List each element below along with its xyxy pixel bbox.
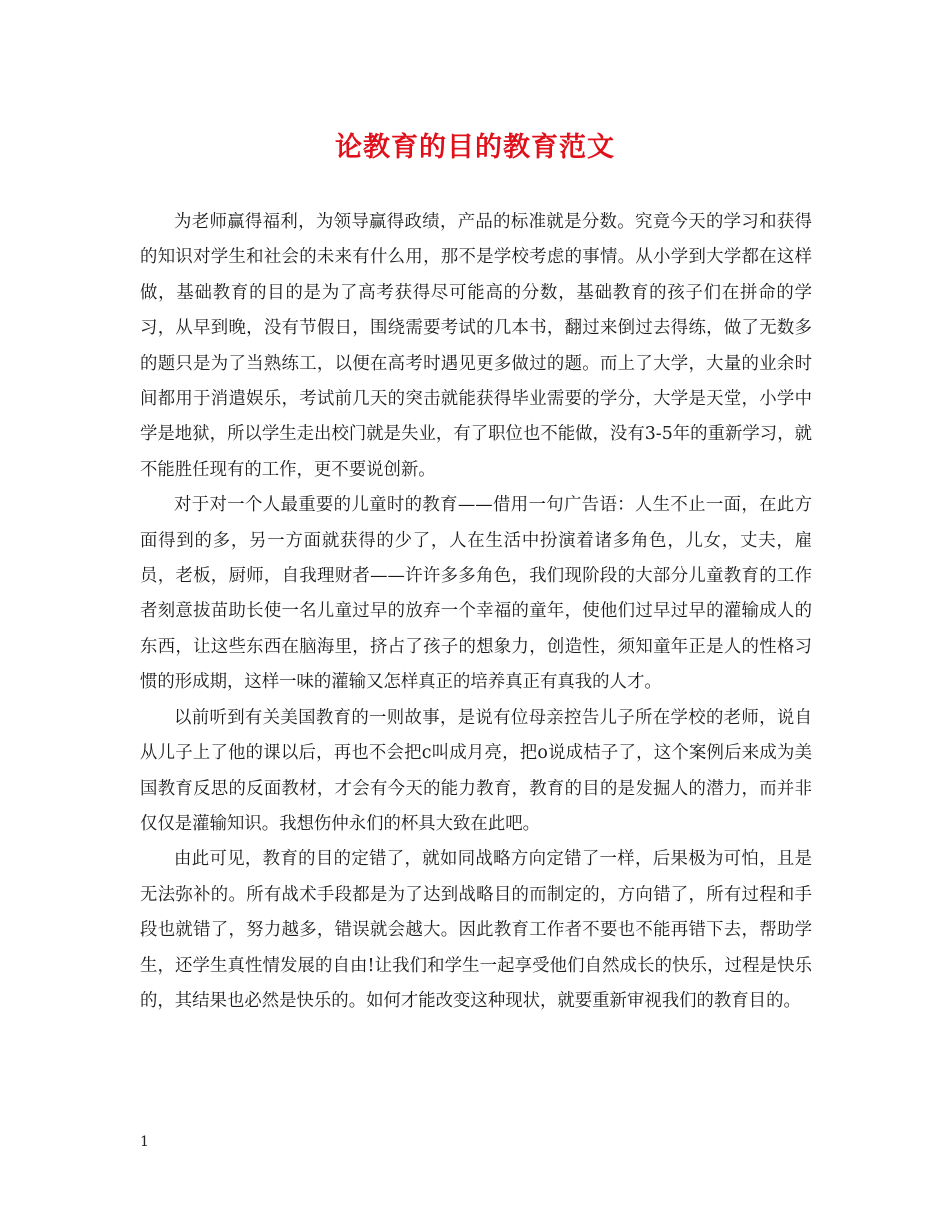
paragraph-2: 对于对一个人最重要的儿童时的教育——借用一句广告语：人生不止一面，在此方面得到的多，另一方面就获得的少了，人在生活中扮演着诸多角色，儿女，丈夫，雇员，老板，厨师，自我理财者——许许多多角色，我们现阶段的大部分儿童教育的工作者刻意拔苗助长使一名儿童过早的放弃一个幸福的童年，使他们过早过早的灌输成人的东西，让这些东西在脑海里，挤占了孩子的想象力，创造性，须知童年正是人的性格习惯的形成期，这样一味的灌输又怎样真正的培养真正有真我的人才。 [140,495,812,693]
paragraph-1: 为老师赢得福利，为领导赢得政绩，产品的标准就是分数。究竟今天的学习和获得的知识对学生和社会的未来有什么用，那不是学校考虑的事情。从小学到大学都在这样做，基础教育的目的是为了高考获得尽可能高的分数，基础教育的孩子们在拼命的学习，从早到晚，没有节假日，围绕需要考试的几本书，翻过来倒过去得练，做了无数多的题只是为了当熟练工，以便在高考时遇见更多做过的题。而上了大学，大量的业余时间都用于消遣娱乐，考试前几天的突击就能获得毕业需要的学分，大学是天堂，小学中学是地狱，所以学生走出校门就是失业，有了职位也不能做，没有3-5年的重新学习，就不能胜任现有的工作，更不要说创新。 [140,212,812,480]
paragraph-4: 由此可见，教育的目的定错了，就如同战略方向定错了一样，后果极为可怕，且是无法弥补的。所有战术手段都是为了达到战略目的而制定的，方向错了，所有过程和手段也就错了，努力越多，错误就会越大。因此教育工作者不要也不能再错下去，帮助学生，还学生真性情发展的自由!让我们和学生一起享受他们自然成长的快乐，过程是快乐的，其结果也必然是快乐的。如何才能改变这种现状，就要重新审视我们的教育目的。 [140,849,812,1011]
document-body [140,205,812,1019]
document-title: 论教育的目的教育范文 [335,132,615,163]
paragraph-3: 以前听到有关美国教育的一则故事，是说有位母亲控告儿子所在学校的老师，说自从儿子上了他的课以后，再也不会把c叫成月亮，把o说成桔子了，这个案例后来成为美国教育反思的反面教材，才会有今天的能力教育，教育的目的是发掘人的潜力，而并非仅仅是灌输知识。我想伤仲永们的杯具大致在此吧。 [140,707,812,834]
page-number: 1 [140,1134,149,1150]
